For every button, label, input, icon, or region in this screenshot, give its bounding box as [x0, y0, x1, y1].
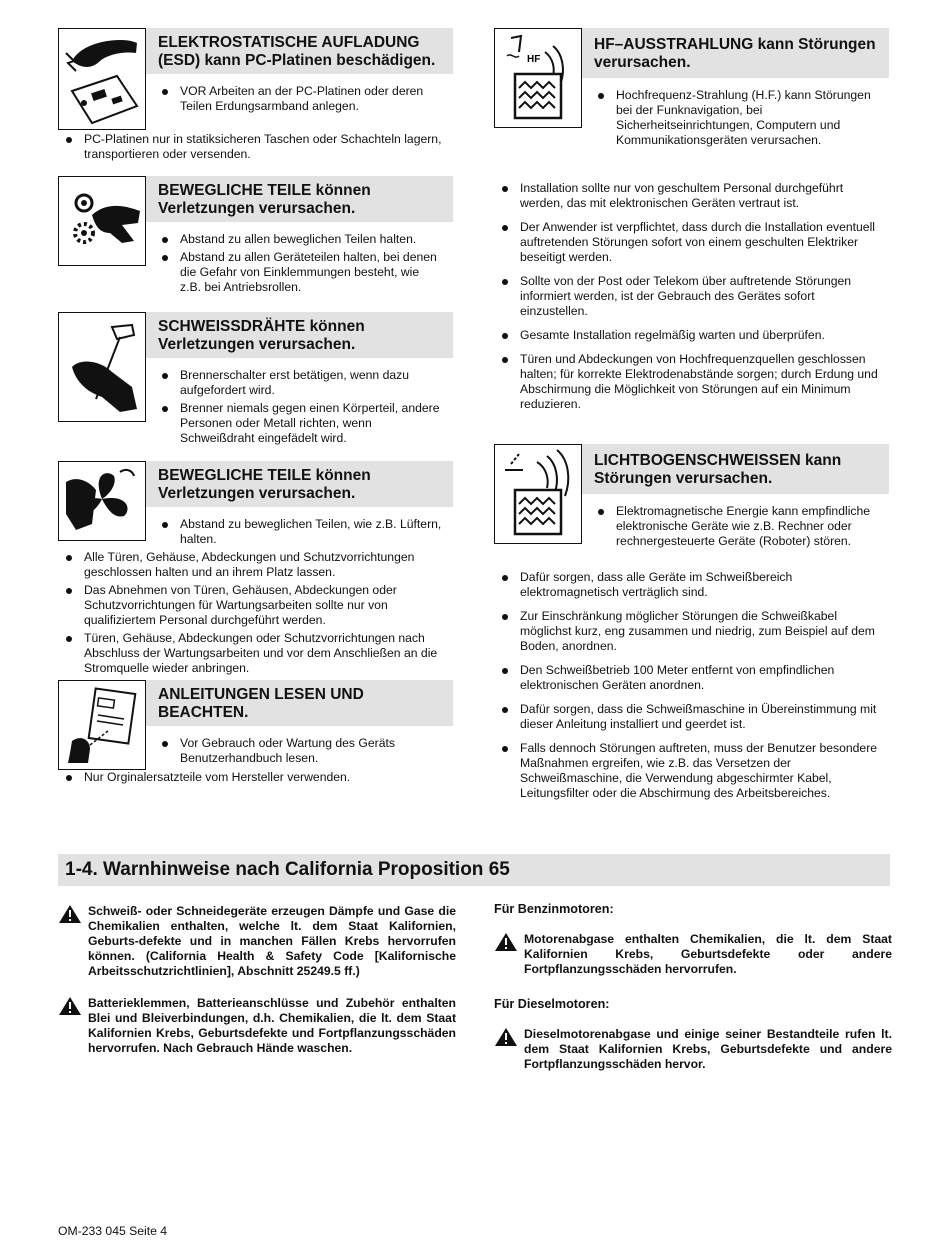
fan-hand-icon: [58, 461, 146, 541]
list-item: Elektromagnetische Energie kann empfindliche elektronische Geräte wie z.B. Rechner oder rechnergesteuerte Geräte (Roboter) stören.: [596, 504, 879, 549]
warning-triangle-icon: [58, 996, 88, 1020]
left-column: [58, 28, 453, 788]
list-item: Sollte von der Post oder Telekom über auftretende Störungen informiert werden, ist der Gebrauch des Gerätes sofort einzustellen.: [500, 274, 885, 319]
esd-wide-bullets: [64, 132, 449, 162]
list-item: Der Anwender ist verpflichtet, dass durch die Installation eventuell auftretenden Störungen sofort von einem geschulten Elektriker beseitigt werden.: [500, 220, 885, 265]
arc-title: LICHTBOGENSCHWEISSEN kann Störungen verursachen.: [582, 444, 889, 494]
warning-text: Dieselmotorenabgase und einige seiner Bestandteile rufen lt. dem Staat Kalifornien Krebs, Geburtsdefekte und andere Fortpflanzungsschäden hervor.: [524, 1027, 892, 1071]
fan-hazard: [58, 461, 453, 550]
esd-title: ELEKTROSTATISCHE AUFLADUNG (ESD) kann PC-Platinen beschädigen.: [146, 28, 453, 74]
esd-hazard: [58, 28, 453, 130]
list-item: Brennerschalter erst betätigen, wenn dazu aufgefordert wird.: [160, 368, 443, 398]
esd-bullets: [160, 84, 443, 114]
list-item: Dafür sorgen, dass die Schweißmaschine in Übereinstimmung mit dieser Anleitung installiert und geerdet ist.: [500, 702, 885, 732]
right-column: [494, 28, 889, 810]
arc-welding-icon: [494, 444, 582, 544]
hf-icon-label: HF: [527, 54, 541, 65]
hf-wide-bullets: [500, 181, 885, 412]
manual-wide-bullets: [64, 770, 449, 785]
warning-petrol: [494, 932, 892, 977]
section-heading: 1-4. Warnhinweise nach California Proposition 65: [58, 854, 890, 886]
list-item: Vor Gebrauch oder Wartung des Geräts Benutzerhandbuch lesen.: [160, 736, 443, 766]
fan-wide-bullets: [64, 550, 449, 676]
manual-title: ANLEITUNGEN LESEN UND BEACHTEN.: [146, 680, 453, 726]
list-item: Den Schweißbetrieb 100 Meter entfernt von empfindlichen elektronischen Geräten anordnen.: [500, 663, 885, 693]
arc-hazard: [494, 444, 889, 552]
manual-hazard: [58, 680, 453, 770]
hf-hazard: [494, 28, 889, 151]
list-item: Das Abnehmen von Türen, Gehäusen, Abdeckungen oder Schutzvorrichtungen für Wartungsarbeiten sollte nur von qualifiziertem Personal durchgeführt werden.: [64, 583, 449, 628]
moving-parts-bullets: [160, 232, 443, 295]
welding-wire-hazard: [58, 312, 453, 449]
warning-triangle-icon: [494, 1027, 524, 1051]
list-item: Dafür sorgen, dass alle Geräte im Schweißbereich elektromagnetisch verträglich sind.: [500, 570, 885, 600]
arc-bullets: [596, 504, 879, 549]
page-footer: OM-233 045 Seite 4: [58, 1224, 168, 1238]
diesel-label: Für Dieselmotoren:: [494, 997, 610, 1011]
list-item: VOR Arbeiten an der PC-Platinen oder deren Teilen Erdungsarmband anlegen.: [160, 84, 443, 114]
list-item: Türen, Gehäuse, Abdeckungen oder Schutzvorrichtungen nach Abschluss der Wartungsarbeiten und vor dem Anschließen an die Stromquelle wieder anbringen.: [64, 631, 449, 676]
list-item: Zur Einschränkung möglicher Störungen die Schweißkabel möglichst kurz, eng zusammen und niedrig, zum Beispiel auf dem Boden, anordnen.: [500, 609, 885, 654]
welding-wire-hand-icon: [58, 312, 146, 422]
esd-hand-icon: [58, 28, 146, 130]
hf-bullets: [596, 88, 879, 148]
warning-triangle-icon: [494, 932, 524, 956]
list-item: Abstand zu allen Geräteteilen halten, bei denen die Gefahr von Einklemmungen besteht, wie z.B. bei Antriebsrollen.: [160, 250, 443, 295]
list-item: Abstand zu allen beweglichen Teilen halten.: [160, 232, 443, 247]
warning-battery: [58, 996, 456, 1056]
moving-parts-title: BEWEGLICHE TEILE können Verletzungen verursachen.: [146, 176, 453, 222]
welding-wire-title: SCHWEISSDRÄHTE können Verletzungen verursachen.: [146, 312, 453, 358]
list-item: Brenner niemals gegen einen Körperteil, andere Personen oder Metall richten, wenn Schweißdraht eingefädelt wird.: [160, 401, 443, 446]
warning-diesel: [494, 1027, 892, 1072]
hf-title: HF–AUSSTRAHLUNG kann Störungen verursachen.: [582, 28, 889, 78]
list-item: Gesamte Installation regelmäßig warten und überprüfen.: [500, 328, 885, 343]
list-item: Alle Türen, Gehäuse, Abdeckungen und Schutzvorrichtungen geschlossen halten und an ihrem Platz lassen.: [64, 550, 449, 580]
list-item: Falls dennoch Störungen auftreten, muss der Benutzer besondere Maßnahmen ergreifen, wie z.B. das Versetzen der Schweißmaschine, die Verwendung abgeschirmter Kabel, Leitungsfilter oder die Abschirmung des Arbeitsbereiches.: [500, 741, 885, 801]
gear-hand-icon: [58, 176, 146, 266]
warning-fumes: [58, 904, 456, 979]
warning-text: Motorenabgase enthalten Chemikalien, die lt. dem Staat Kalifornien Krebs, Geburtsdefekte oder andere Fortpflanzungsschäden hervorrufen.: [524, 932, 892, 976]
fan-title: BEWEGLICHE TEILE können Verletzungen verursachen.: [146, 461, 453, 507]
prop65-left: [58, 904, 456, 1056]
list-item: PC-Platinen nur in statiksicheren Taschen oder Schachteln lagern, transportieren oder versenden.: [64, 132, 449, 162]
hf-radiation-icon: [494, 28, 582, 128]
list-item: Installation sollte nur von geschultem Personal durchgeführt werden, das mit elektronischen Geräten vertraut ist.: [500, 181, 885, 211]
welding-wire-bullets: [160, 368, 443, 446]
list-item: Hochfrequenz-Strahlung (H.F.) kann Störungen bei der Funknavigation, bei Sicherheitseinrichtungen, Computern und Kommunikationsgeräten verursachen.: [596, 88, 879, 148]
warning-triangle-icon: [58, 904, 88, 928]
read-manual-icon: [58, 680, 146, 770]
fan-bullets: [160, 517, 443, 547]
petrol-label: Für Benzinmotoren:: [494, 902, 614, 916]
warning-text: Schweiß- oder Schneidegeräte erzeugen Dämpfe und Gase die Chemikalien enthalten, welche lt. dem Staat Kalifornien, Geburts-defekte und in manchen Fällen Krebs hervorrufen können. (California Health & Safety Code [Kalifornische Arbeitsschutzrichtlinien], Abschnitt 25249.5 ff.): [88, 904, 456, 978]
manual-bullets: [160, 736, 443, 766]
warning-text: Batterieklemmen, Batterieanschlüsse und Zubehör enthalten Blei und Bleiverbindungen, d.h. Chemikalien, die lt. dem Staat Kalifornien Krebs, Geburtsdefekte und Fortpflanzungsschäden hervorrufen. Nach Gebrauch Hände waschen.: [88, 996, 456, 1055]
prop65-right: [494, 902, 892, 1072]
list-item: Abstand zu beweglichen Teilen, wie z.B. Lüftern, halten.: [160, 517, 443, 547]
arc-wide-bullets: [500, 570, 885, 801]
list-item: Türen und Abdeckungen von Hochfrequenzquellen geschlossen halten; für korrekte Elektrodenabstände sorgen; durch Erdung und Abschirmung die Möglichkeit von Störungen auf ein Minimum reduzieren.: [500, 352, 885, 412]
list-item: Nur Orginalersatzteile vom Hersteller verwenden.: [64, 770, 449, 785]
moving-parts-hazard: [58, 176, 453, 298]
